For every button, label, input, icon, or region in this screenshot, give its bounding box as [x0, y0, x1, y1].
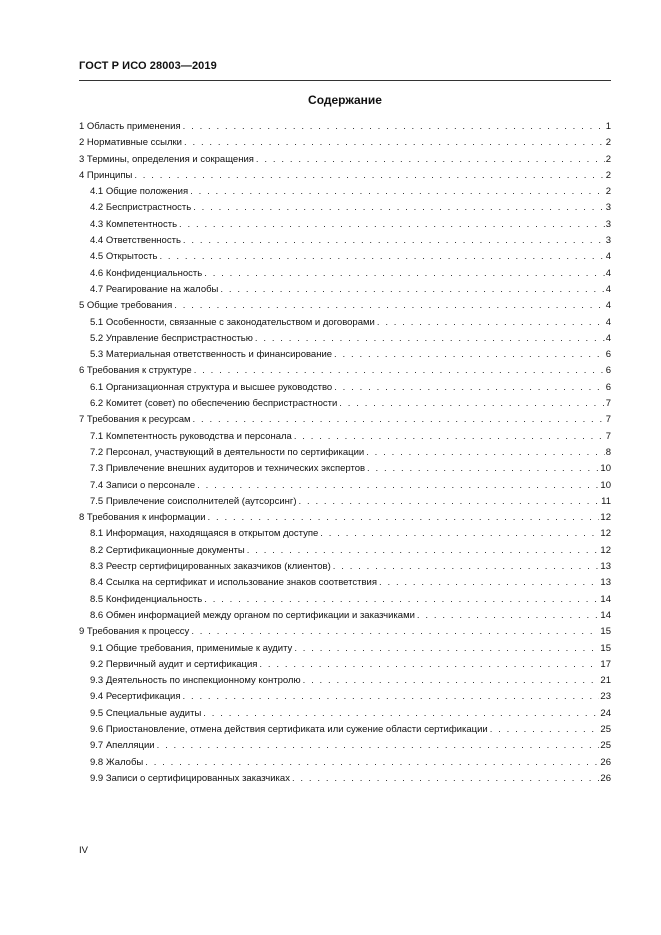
toc-entry-page: 2 [605, 153, 611, 165]
toc-entry-page: 12 [600, 512, 611, 524]
toc-entry[interactable] [79, 543, 611, 559]
toc-entry-page: 8 [605, 446, 611, 458]
toc-entry-page: 11 [601, 495, 611, 507]
toc-entry-page: 17 [600, 658, 611, 670]
toc-dot-leader [377, 315, 605, 331]
toc-entry-title: 7 Требования к ресурсам [79, 414, 191, 426]
toc-dot-leader [220, 282, 604, 298]
toc-entry[interactable] [79, 249, 611, 265]
toc-dot-leader [183, 233, 605, 249]
toc-dot-leader [247, 543, 600, 559]
toc-dot-leader [299, 494, 601, 510]
toc-entry[interactable] [79, 657, 611, 673]
toc-entry[interactable] [79, 217, 611, 233]
toc-dot-leader [366, 445, 605, 461]
toc-entry-title: 9.3 Деятельность по инспекционному контролю [90, 675, 301, 687]
toc-entry-title: 3 Термины, определения и сокращения [79, 153, 254, 165]
toc-entry-page: 15 [600, 642, 611, 654]
toc-entry-title: 7.1 Компетентность руководства и персонала [90, 430, 292, 442]
toc-dot-leader [294, 429, 605, 445]
toc-entry-page: 1 [605, 121, 611, 132]
toc-entry[interactable] [79, 494, 611, 510]
toc-entry-page: 23 [600, 691, 611, 703]
toc-entry-title: 8 Требования к информации [79, 512, 206, 524]
toc-entry-title: 4.3 Компетентность [90, 218, 178, 230]
toc-dot-leader [334, 380, 605, 396]
toc-title: Содержание [308, 93, 382, 107]
toc-dot-leader [134, 168, 604, 184]
toc-entry[interactable] [79, 592, 611, 608]
toc-entry[interactable] [79, 331, 611, 347]
toc-entry-title: 9 Требования к процессу [79, 626, 190, 638]
toc-entry-title: 5.2 Управление беспристрастностью [90, 332, 253, 344]
toc-entry-title: 4 Принципы [79, 169, 133, 181]
toc-entry[interactable] [79, 559, 611, 575]
toc-entry-page: 4 [605, 300, 611, 312]
toc-entry[interactable] [79, 673, 611, 689]
toc-entry-page: 25 [600, 740, 611, 752]
toc-dot-leader [183, 119, 605, 135]
toc-dot-leader [334, 347, 605, 363]
toc-entry[interactable] [79, 298, 611, 314]
toc-entry[interactable] [79, 282, 611, 298]
toc-entry[interactable] [79, 755, 611, 771]
toc-entry-page: 2 [605, 169, 611, 181]
toc-entry-page: 12 [600, 544, 611, 556]
toc-entry-page: 26 [600, 772, 611, 784]
toc-entry[interactable] [79, 184, 611, 200]
toc-entry-title: 8.5 Конфиденциальность [90, 593, 203, 605]
toc-entry[interactable] [79, 315, 611, 331]
toc-entry[interactable] [79, 689, 611, 705]
toc-dot-leader [191, 624, 599, 640]
toc-entry-title: 6.2 Комитет (совет) по обеспечению беспристрастности [90, 398, 338, 410]
toc-dot-leader [157, 738, 600, 754]
toc-dot-leader [145, 755, 599, 771]
toc-entry-title: 5.3 Материальная ответственность и финансирование [90, 349, 333, 361]
toc-entry[interactable] [79, 347, 611, 363]
toc-dot-leader [339, 396, 604, 412]
toc-entry[interactable] [79, 152, 611, 168]
toc-entry-page: 7 [605, 398, 611, 410]
toc-entry-title: 9.2 Первичный аудит и сертификация [90, 658, 258, 670]
toc-dot-leader [490, 722, 600, 738]
toc-entry-page: 2 [605, 186, 611, 198]
toc-entry-title: 7.2 Персонал, участвующий в деятельности по сертификации [90, 446, 365, 458]
toc-entry-title: 7.5 Привлечение соисполнителей (аутсорсинг) [90, 495, 297, 507]
toc-entry-title: 8.1 Информация, находящаяся в открытом доступе [90, 528, 319, 540]
toc-dot-leader [159, 249, 604, 265]
toc-dot-leader [208, 510, 600, 526]
toc-entry-page: 7 [605, 414, 611, 426]
toc-entry[interactable] [79, 135, 611, 151]
toc-entry[interactable] [79, 266, 611, 282]
header-divider [79, 80, 611, 81]
toc-entry-page: 6 [605, 381, 611, 393]
toc-entry[interactable] [79, 526, 611, 542]
toc-entry-title: 5.1 Особенности, связанные с законодательством и договорами [90, 316, 375, 328]
toc-entry[interactable] [79, 624, 611, 640]
toc-entry-page: 4 [605, 316, 611, 328]
toc-entry-title: 9.4 Ресертификация [90, 691, 181, 703]
toc-entry-title: 9.7 Апелляции [90, 740, 155, 752]
toc-dot-leader [194, 363, 605, 379]
toc-entry-page: 4 [605, 251, 611, 263]
toc-dot-leader [190, 184, 605, 200]
toc-entry-title: 1 Область применения [79, 121, 181, 132]
toc-entry-page: 3 [605, 235, 611, 247]
toc-entry[interactable] [79, 771, 611, 787]
toc-dot-leader [193, 200, 605, 216]
toc-entry-title: 4.5 Открытость [90, 251, 158, 263]
toc-dot-leader [184, 135, 605, 151]
toc-entry-page: 25 [600, 723, 611, 735]
toc-dot-leader [197, 478, 599, 494]
toc-dot-leader [379, 575, 599, 591]
toc-entry-title: 9.5 Специальные аудиты [90, 707, 202, 719]
toc-entry-title: 9.6 Приостановление, отмена действия сертификата или сужение области сертификации [90, 723, 488, 735]
page-number: IV [79, 845, 88, 856]
toc-entry-page: 6 [605, 365, 611, 377]
toc-entry-title: 9.8 Жалобы [90, 756, 144, 768]
toc-dot-leader [204, 592, 599, 608]
document-header: ГОСТ Р ИСО 28003—2019 [79, 60, 217, 72]
toc-dot-leader [174, 298, 604, 314]
toc-entry[interactable] [79, 445, 611, 461]
toc-entry-page: 3 [605, 218, 611, 230]
toc-entry[interactable] [79, 396, 611, 412]
toc-entry[interactable] [79, 608, 611, 624]
toc-dot-leader [179, 217, 605, 233]
toc-entry[interactable] [79, 119, 611, 135]
toc-entry[interactable] [79, 200, 611, 216]
toc-entry-page: 3 [605, 202, 611, 214]
toc-entry[interactable] [79, 575, 611, 591]
toc-entry-page: 2 [605, 137, 611, 149]
toc-dot-leader [294, 641, 599, 657]
toc-dot-leader [333, 559, 600, 575]
toc-entry-title: 9.9 Записи о сертифицированных заказчиках [90, 772, 290, 784]
toc-entry-title: 6.1 Организационная структура и высшее руководство [90, 381, 333, 393]
toc-entry-page: 13 [600, 561, 611, 573]
toc-entry[interactable] [79, 429, 611, 445]
toc-dot-leader [255, 331, 605, 347]
toc-entry-page: 26 [600, 756, 611, 768]
toc-entry-page: 14 [600, 593, 611, 605]
toc-entry[interactable] [79, 168, 611, 184]
toc-entry-title: 8.6 Обмен информацией между органом по сертификации и заказчиками [90, 609, 415, 621]
toc-entry-title: 8.3 Реестр сертифицированных заказчиков (клиентов) [90, 561, 331, 573]
toc-entry-title: 4.2 Беспристрастность [90, 202, 192, 214]
toc-dot-leader [193, 412, 605, 428]
toc-dot-leader [367, 461, 599, 477]
toc-dot-leader [292, 771, 599, 787]
toc-entry-page: 4 [605, 332, 611, 344]
toc-entry-page: 10 [600, 479, 611, 491]
toc-dot-leader [182, 689, 599, 705]
toc-entry-title: 8.2 Сертификационные документы [90, 544, 245, 556]
toc-dot-leader [203, 706, 599, 722]
toc-dot-leader [417, 608, 600, 624]
toc-entry-page: 4 [605, 283, 611, 295]
toc-entry-title: 2 Нормативные ссылки [79, 137, 182, 149]
toc-entry-page: 10 [600, 463, 611, 475]
toc-dot-leader [259, 657, 599, 673]
toc-entry-title: 4.6 Конфиденциальность [90, 267, 203, 279]
toc-entry[interactable] [79, 722, 611, 738]
toc-entry[interactable] [79, 510, 611, 526]
toc-entry-title: 5 Общие требования [79, 300, 173, 312]
toc-entry-page: 14 [600, 609, 611, 621]
toc-entry-page: 7 [605, 430, 611, 442]
table-of-contents [79, 119, 611, 787]
toc-entry-title: 6 Требования к структуре [79, 365, 192, 377]
toc-dot-leader [204, 266, 604, 282]
toc-entry-title: 9.1 Общие требования, применимые к аудиту [90, 642, 293, 654]
toc-entry-title: 4.7 Реагирование на жалобы [90, 283, 219, 295]
toc-dot-leader [303, 673, 600, 689]
toc-entry-title: 7.3 Привлечение внешних аудиторов и технических экспертов [90, 463, 366, 475]
toc-entry-page: 4 [605, 267, 611, 279]
toc-entry-title: 7.4 Записи о персонале [90, 479, 196, 491]
toc-entry-page: 24 [600, 707, 611, 719]
toc-entry-page: 12 [600, 528, 611, 540]
toc-entry[interactable] [79, 412, 611, 428]
toc-dot-leader [256, 152, 605, 168]
toc-entry-page: 15 [600, 626, 611, 638]
toc-entry-title: 4.1 Общие положения [90, 186, 189, 198]
toc-entry-title: 8.4 Ссылка на сертификат и использование знаков соответствия [90, 577, 377, 589]
toc-entry[interactable] [79, 380, 611, 396]
toc-entry-page: 6 [605, 349, 611, 361]
toc-entry[interactable] [79, 641, 611, 657]
toc-entry[interactable] [79, 738, 611, 754]
toc-entry[interactable] [79, 478, 611, 494]
toc-entry-page: 13 [600, 577, 611, 589]
toc-entry[interactable] [79, 461, 611, 477]
toc-entry[interactable] [79, 706, 611, 722]
toc-entry-page: 21 [600, 675, 611, 687]
toc-dot-leader [320, 526, 599, 542]
toc-entry-title: 4.4 Ответственность [90, 235, 181, 247]
toc-entry[interactable] [79, 363, 611, 379]
toc-entry[interactable] [79, 233, 611, 249]
